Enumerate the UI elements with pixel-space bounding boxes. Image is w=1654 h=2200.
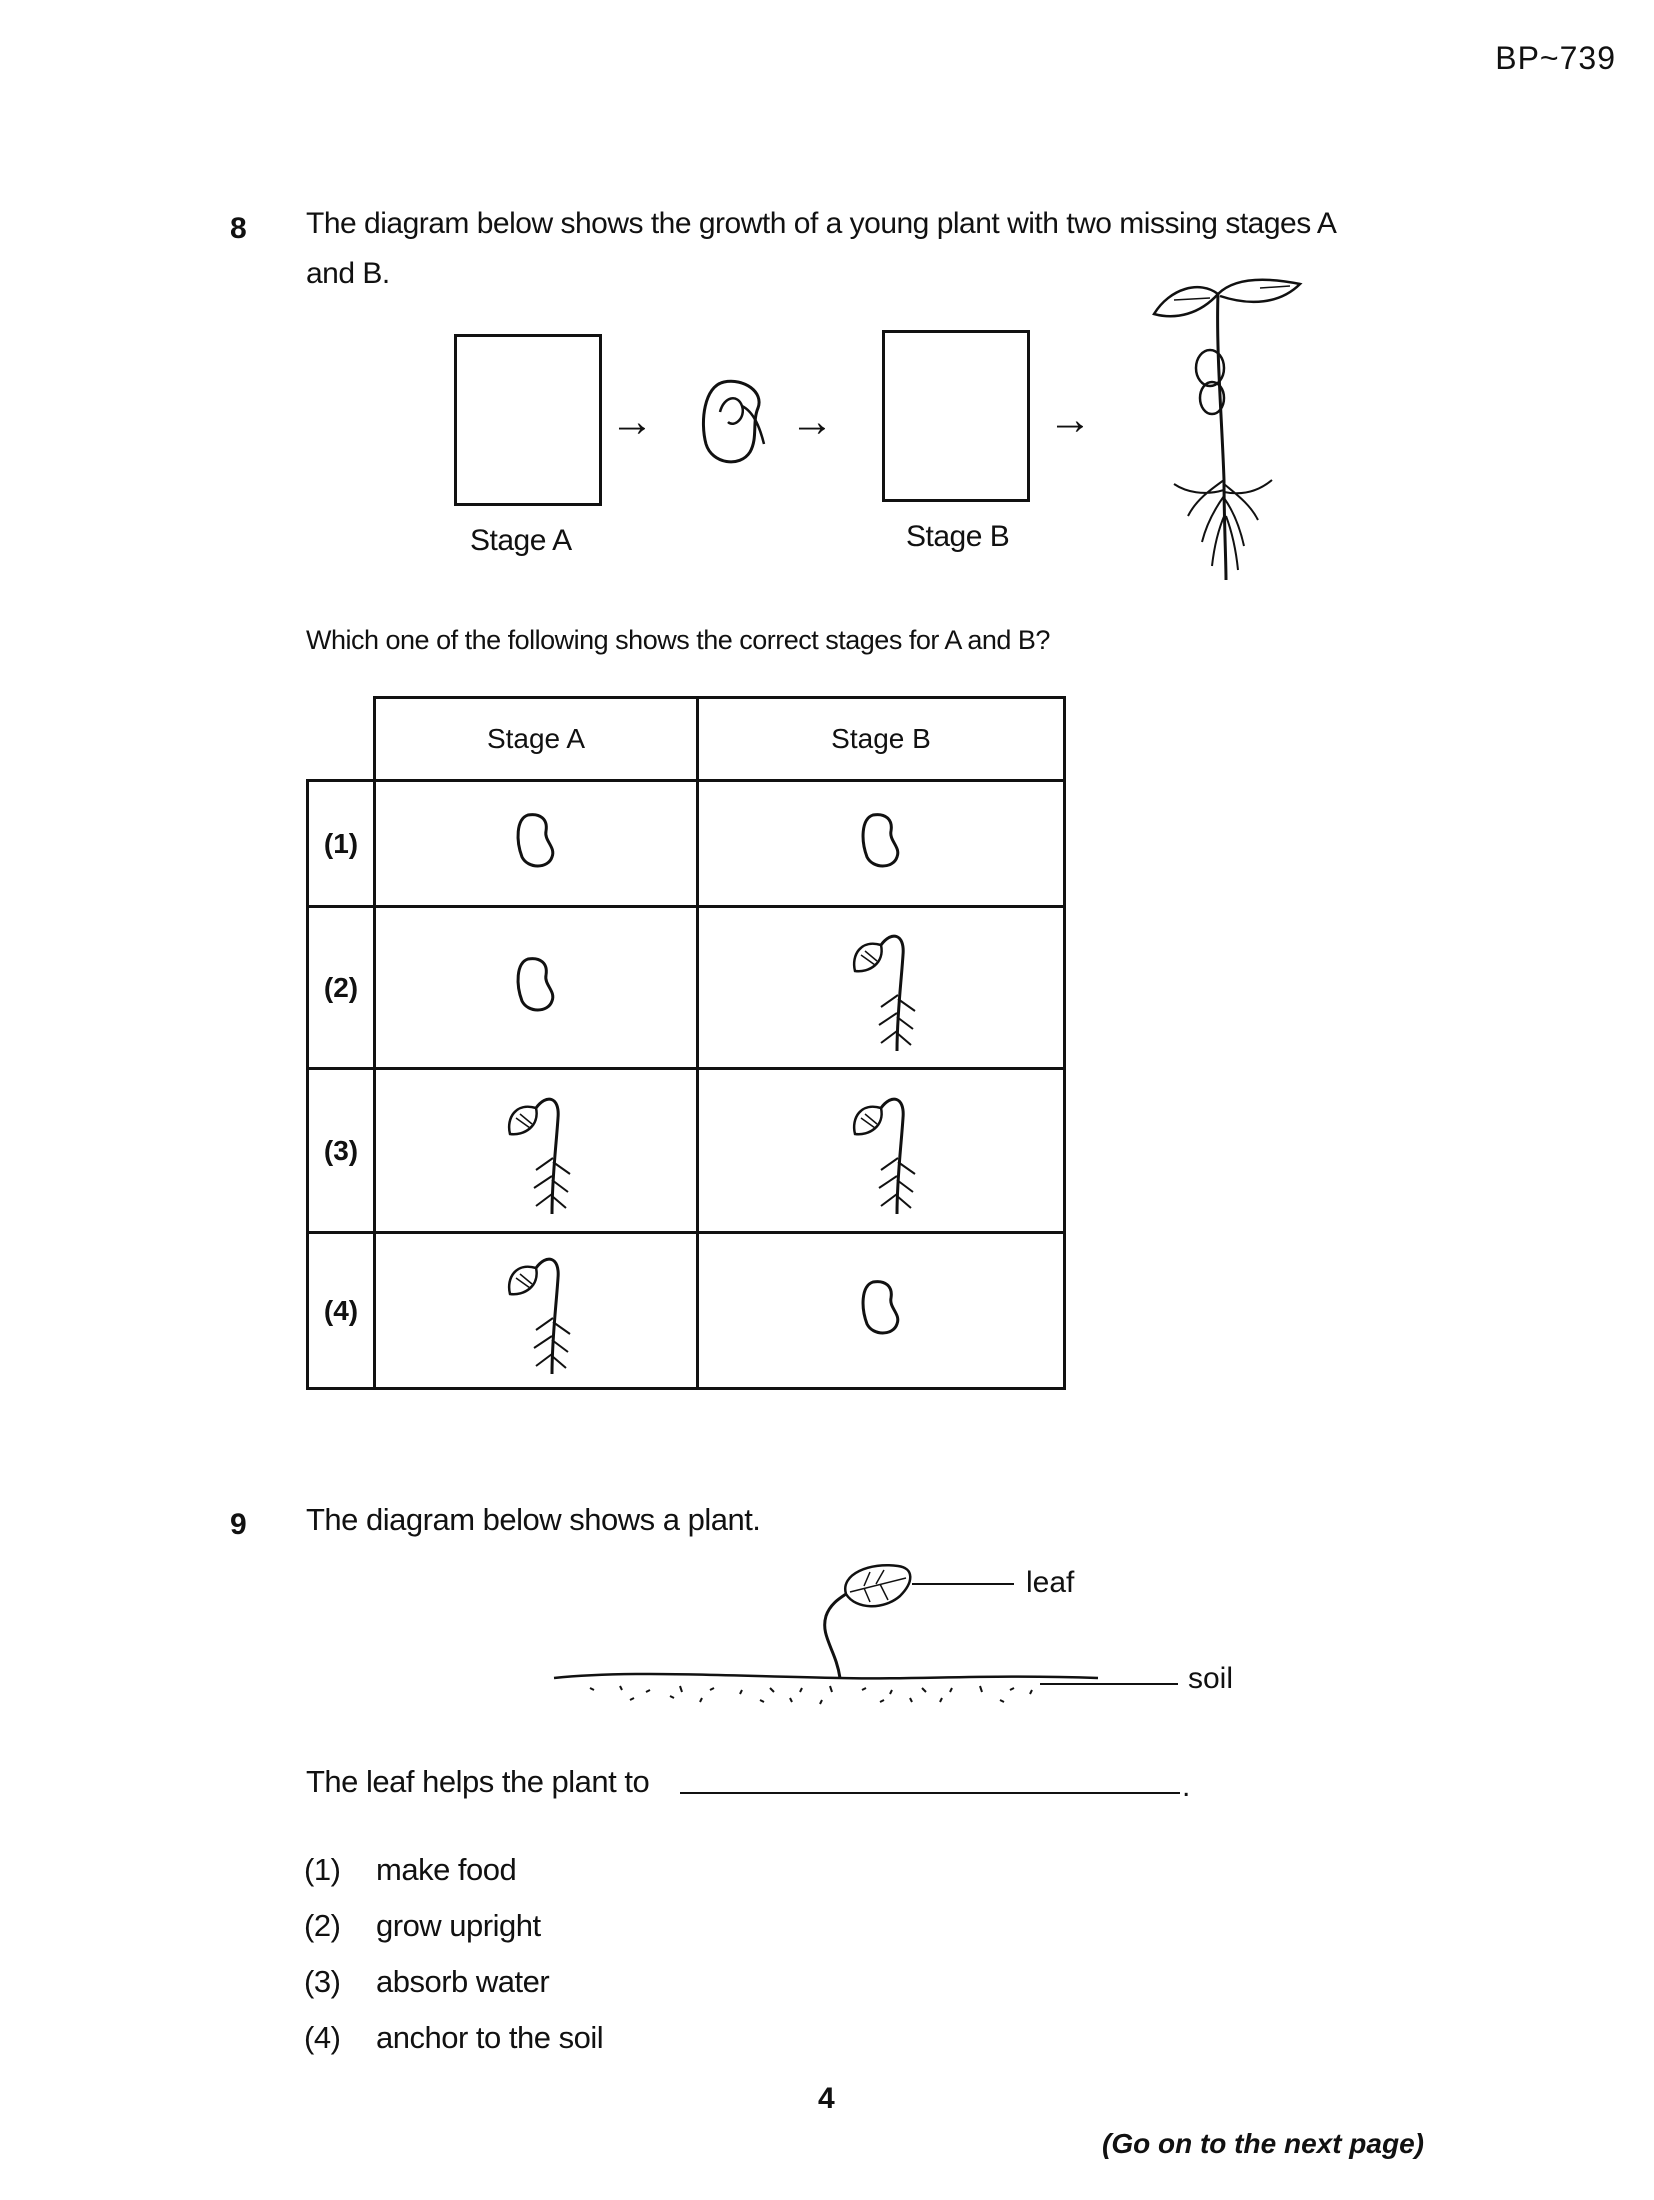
question-9-text: The diagram below shows a plant. [306, 1502, 761, 1537]
seed-icon [514, 955, 558, 1015]
young-plant-icon [1140, 270, 1310, 590]
table-row [308, 781, 1065, 907]
option-1-stage-a [375, 781, 698, 907]
option-4-stage-a [375, 1233, 698, 1389]
table-row [308, 1233, 1065, 1389]
stage-a-label: Stage A [470, 524, 572, 557]
stage-a-empty-box [454, 334, 602, 506]
blank-period: . [1182, 1770, 1191, 1803]
option-2-stage-b [698, 907, 1065, 1069]
question-8-text-line2: and B. [306, 257, 390, 290]
choice-item[interactable] [304, 1908, 541, 1944]
choice-text: anchor to the soil [376, 2020, 604, 2055]
table-row [308, 907, 1065, 1069]
footer-next-page: (Go on to the next page) [1102, 2128, 1424, 2159]
option-label: (2) [308, 907, 375, 1069]
arrow-icon: → [1048, 395, 1092, 444]
column-header-stage-a: Stage A [375, 698, 698, 781]
arrow-icon: → [610, 397, 654, 446]
soil-label: soil [1188, 1662, 1234, 1695]
choice-text: make food [376, 1852, 517, 1887]
option-label: (4) [308, 1233, 375, 1389]
choice-label: (1) [304, 1852, 341, 1887]
seed-icon [859, 811, 903, 871]
options-table [306, 696, 1066, 1390]
option-label: (1) [308, 781, 375, 907]
arrow-icon: → [790, 397, 834, 446]
leaf-label: leaf [1026, 1566, 1075, 1599]
seedling-icon [841, 1078, 921, 1218]
option-2-stage-a [375, 907, 698, 1069]
seedling-icon [841, 915, 921, 1055]
plant-in-soil-icon [550, 1560, 1200, 1750]
seedling-icon [496, 1238, 576, 1378]
choice-item[interactable] [304, 2020, 603, 2056]
option-3-stage-b [698, 1069, 1065, 1233]
choice-label: (2) [304, 1908, 341, 1943]
stage-b-empty-box [882, 330, 1030, 502]
answer-blank-line [680, 1792, 1180, 1794]
question-8-text-line1: The diagram below shows the growth of a young plant with two missing stages A [306, 207, 1337, 240]
question-8-prompt: Which one of the following shows the correct stages for A and B? [306, 625, 1050, 655]
table-row [308, 1069, 1065, 1233]
choice-text: grow upright [376, 1908, 541, 1943]
seed-icon [514, 811, 558, 871]
option-1-stage-b [698, 781, 1065, 907]
choice-label: (3) [304, 1964, 341, 1999]
option-4-stage-b [698, 1233, 1065, 1389]
question-9-number: 9 [230, 1508, 247, 1541]
option-3-stage-a [375, 1069, 698, 1233]
germinating-seed-icon [694, 372, 784, 472]
stage-b-label: Stage B [906, 520, 1010, 553]
table-corner [308, 698, 375, 781]
question-8-number: 8 [230, 212, 247, 245]
question-9-stem: The leaf helps the plant to [306, 1764, 650, 1799]
option-label: (3) [308, 1069, 375, 1233]
choice-label: (4) [304, 2020, 341, 2055]
seed-icon [859, 1278, 903, 1338]
seedling-icon [496, 1078, 576, 1218]
paper-code: BP~739 [1495, 40, 1616, 76]
column-header-stage-b: Stage B [698, 698, 1065, 781]
page-number: 4 [818, 2082, 835, 2115]
choice-item[interactable] [304, 1852, 516, 1888]
choice-text: absorb water [376, 1964, 550, 1999]
choice-item[interactable] [304, 1964, 549, 2000]
